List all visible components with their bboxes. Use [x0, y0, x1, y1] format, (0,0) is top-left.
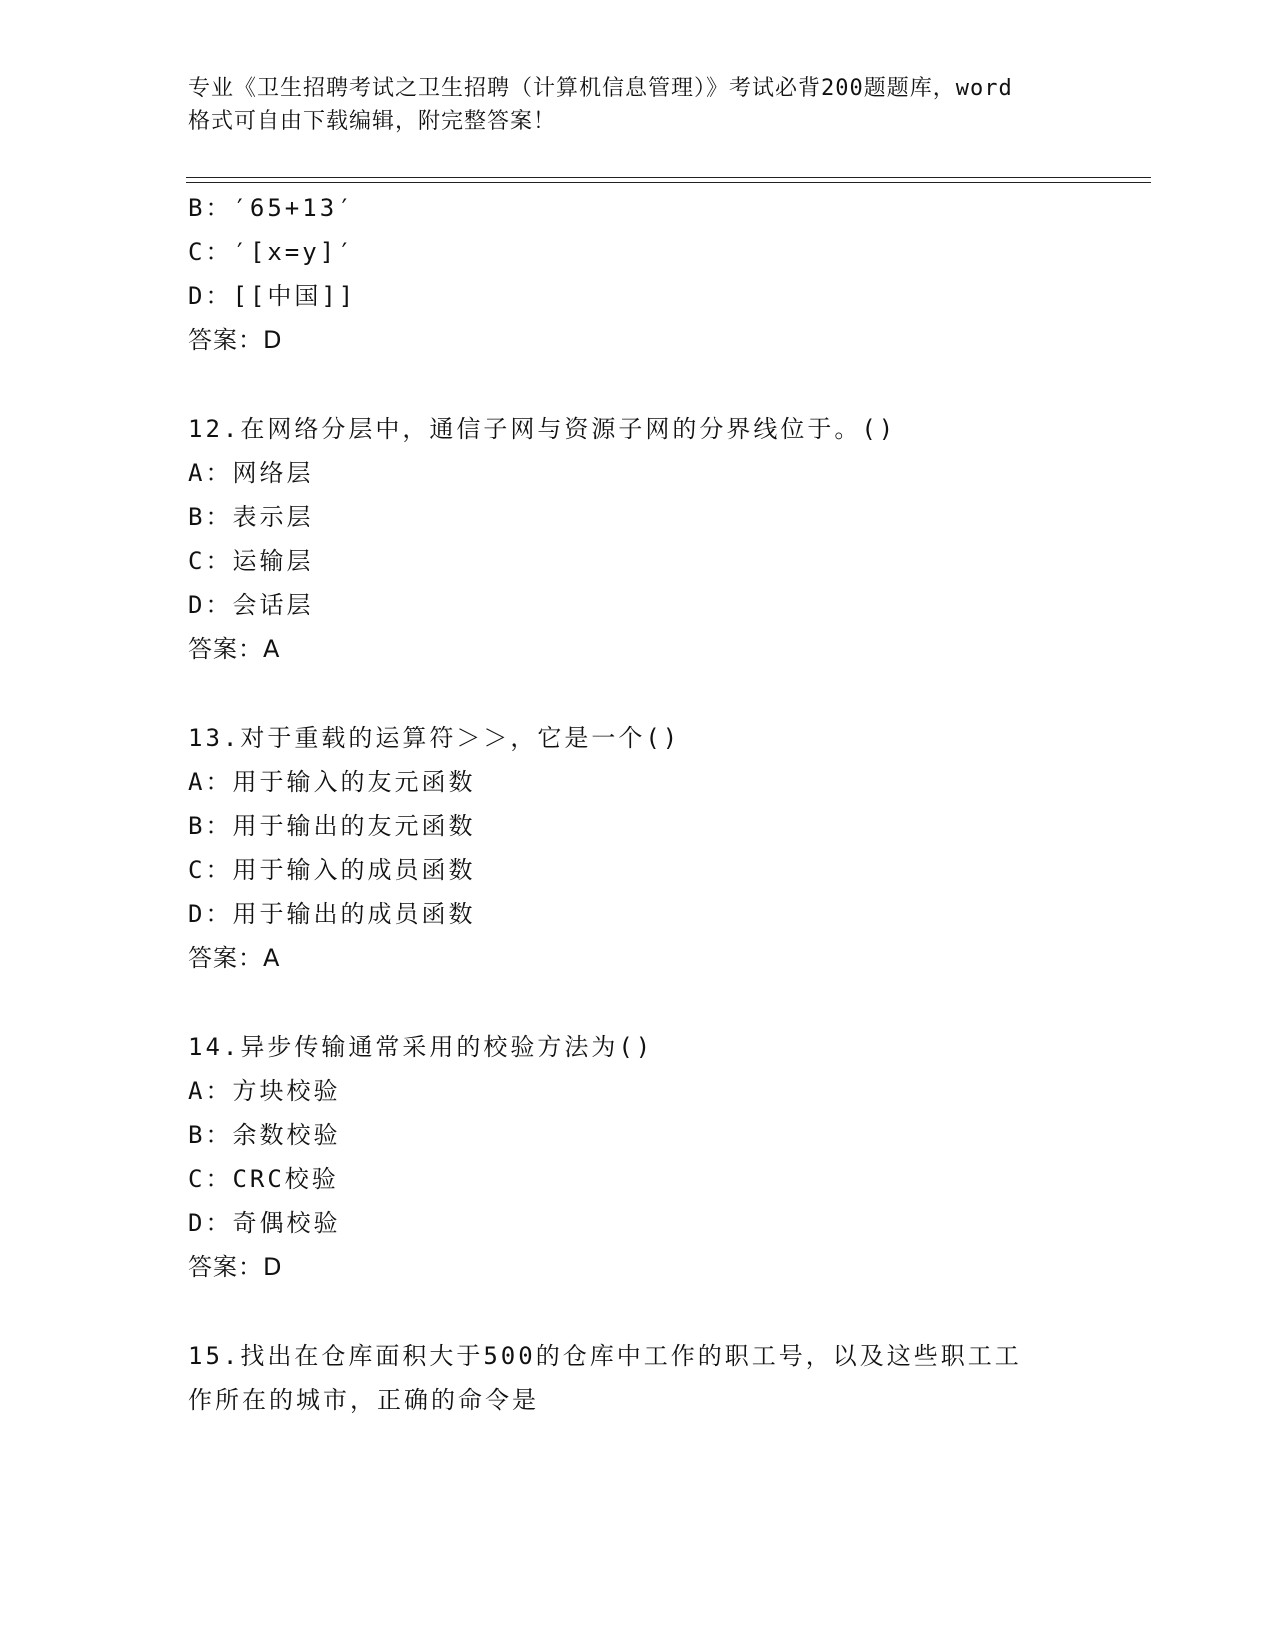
q14-option-b [188, 1120, 340, 1150]
q13-option-d [188, 899, 475, 929]
option-label: B： [188, 503, 233, 531]
q13-option-b [188, 811, 475, 841]
option-text: 表示层 [232, 503, 314, 531]
option-label: A： [188, 1077, 233, 1105]
header-line-2: 格式可自由下载编辑，附完整答案！ [188, 109, 557, 134]
q13-option-c [188, 855, 475, 885]
option-label: D： [188, 591, 233, 619]
q12-answer: 答案：A [188, 635, 281, 663]
option-label: A： [188, 768, 233, 796]
option-label: D： [188, 282, 233, 310]
q13-stem: 13.对于重载的运算符＞＞，它是一个() [188, 724, 681, 752]
q13-option-a [188, 767, 475, 797]
option-text: 余数校验 [232, 1121, 341, 1149]
option-text: 用于输出的友元函数 [232, 812, 476, 840]
q12-option-c [188, 546, 313, 576]
option-label: D： [188, 900, 233, 928]
q14-answer: 答案：D [188, 1253, 283, 1281]
option-label: D： [188, 1209, 233, 1237]
option-text: [[中国]] [232, 282, 357, 310]
option-label: B： [188, 812, 233, 840]
q14-option-a [188, 1076, 340, 1106]
option-text: 奇偶校验 [232, 1209, 341, 1237]
option-text: 网络层 [232, 459, 314, 487]
q11-option-c [188, 237, 355, 267]
header-divider-bottom [186, 182, 1151, 183]
option-label: C： [188, 856, 233, 884]
option-label: C： [188, 238, 233, 266]
option-text: 用于输出的成员函数 [232, 900, 476, 928]
option-text: ′[x=y]′ [232, 238, 355, 266]
option-text: CRC校验 [232, 1165, 339, 1193]
q12-option-a [188, 458, 313, 488]
q12-option-d [188, 590, 313, 620]
option-text: 方块校验 [232, 1077, 341, 1105]
option-text: 会话层 [232, 591, 314, 619]
q14-option-d [188, 1208, 340, 1238]
option-text: 用于输入的成员函数 [232, 856, 476, 884]
q12-option-b [188, 502, 313, 532]
q13-answer: 答案：A [188, 944, 281, 972]
q11-answer: 答案：D [188, 326, 283, 354]
q12-stem: 12.在网络分层中，通信子网与资源子网的分界线位于。() [188, 415, 897, 443]
option-label: A： [188, 459, 233, 487]
q14-stem: 14.异步传输通常采用的校验方法为() [188, 1033, 654, 1061]
q14-option-c [188, 1164, 339, 1194]
option-label: B： [188, 1121, 233, 1149]
option-label: B： [188, 194, 233, 222]
q11-option-d [188, 281, 356, 311]
option-text: 运输层 [232, 547, 314, 575]
header-divider-top [186, 177, 1151, 178]
q11-option-b [188, 193, 355, 223]
option-label: C： [188, 547, 233, 575]
document-header [188, 72, 1098, 138]
header-line-1: 专业《卫生招聘考试之卫生招聘（计算机信息管理）》考试必背200题题库，word [188, 76, 1013, 101]
option-text: 用于输入的友元函数 [232, 768, 476, 796]
q15-stem-line-1: 15.找出在仓库面积大于500的仓库中工作的职工号，以及这些职工工 [188, 1342, 1022, 1370]
option-label: C： [188, 1165, 233, 1193]
option-text: ′65+13′ [232, 194, 355, 222]
q15-stem-line-2: 作所在的城市，正确的命令是 [188, 1386, 539, 1414]
